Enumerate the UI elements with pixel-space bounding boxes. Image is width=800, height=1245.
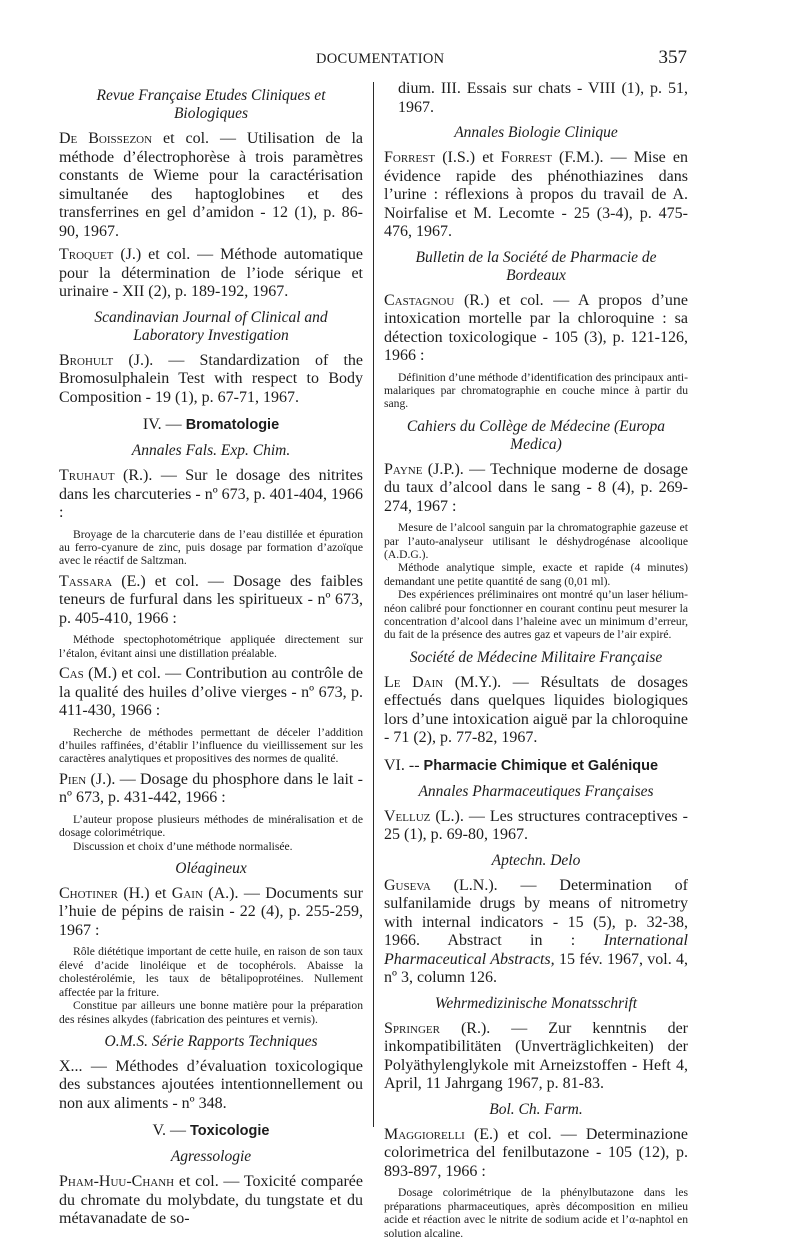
bibliography-entry: Chotiner (H.) et Gain (A.). — Documents sur l’huie de pépins de raisin - 22 (4), p. 255-259, 1967 : — [59, 884, 363, 939]
section-heading — [59, 1121, 363, 1141]
section-number: V. — — [152, 1122, 190, 1140]
bibliography-entry — [59, 665, 363, 721]
entry-text: (R.) et col. — A propos d’une intoxication mortelle par la chloroquine : sa détection toxicologique - 105 (3), p. 121-126, 1966 : — [384, 291, 688, 364]
entry-text: (L.). — Les structures contraceptives - 25 (1), p. 69-80, 1967. — [384, 807, 688, 844]
entry-text: (M.) et col. — Contribution au contrôle de la qualité des huiles d’olive vierges - nº 673, p. 411-430, 1966 : — [59, 665, 363, 720]
bibliography-entry — [384, 877, 688, 988]
bibliography-entry — [384, 674, 688, 748]
entry-abstract: Rôle diététique important de cette huile, en raison de son taux élevé d’acide linoléique et de tocophérols. Abaisse la cholestérolémie, les taux de bêtalipoprotéines. Nullement affectée par la friture. Constitue par ailleurs une bonne matière pour la préparation des résines alkydes (fabrication des peintures et vernis). — [59, 945, 363, 1026]
entry-author: Castagnou — [384, 291, 455, 309]
entry-text: et col. — Utilisation de la méthode d’électrophorèse à trois paramètres constants de Wieme pour la caractérisation simultanée des haptoglobines et des transferrines en gel d’amidon - 12 (1), p. 86-90, 1967. — [59, 130, 363, 240]
entry-text: (E.) et col. — Determinazione colorimetrica del fenilbutazone - 105 (12), p. 893-897, 1966 : — [384, 1125, 688, 1180]
journal-title: Cahiers du Collège de Médecine (Europa Medica) — [406, 417, 666, 453]
entry-author: Le Dain — [384, 673, 444, 691]
bibliography-entry — [384, 292, 688, 366]
journal-title: Wehrmedizinische Monatsschrift — [434, 994, 638, 1012]
journal-title: Annales Pharmaceutiques Françaises — [418, 782, 654, 800]
entry-author: De Boissezon — [59, 130, 153, 147]
page-header — [0, 47, 800, 71]
journal-title: Bol. Ch. Farm. — [489, 1100, 583, 1118]
journal-title: Bulletin de la Société de Pharmacie de Bordeaux — [415, 248, 657, 284]
entry-abstract: L’auteur propose plusieurs méthodes de minéralisation et de dosage colorimétrique. Discussion et choix d’une méthode normalisée. — [59, 812, 363, 853]
entry-author: Gain — [171, 884, 203, 902]
bibliography-entry — [384, 1020, 688, 1094]
entry-author: Payne — [384, 460, 423, 478]
section-number: VI. -- — [384, 756, 424, 774]
bibliography-entry — [59, 246, 363, 302]
entry-text: (R.). — Sur le dosage des nitrites dans les charcuteries - nº 673, p. 401-404, 1966 : — [59, 467, 363, 521]
bibliography-entry — [59, 352, 363, 408]
bibliography-entry — [59, 1058, 363, 1114]
running-head: DOCUMENTATION — [316, 51, 445, 67]
entry-author: Truhaut — [59, 467, 115, 484]
section-title: Toxicologie — [190, 1123, 270, 1140]
entry-abstract: Mesure de l’alcool sanguin par la chromatographie gazeuse et par l’auto-analyseur utilisant le déshydrogénase alcoolique (A.D.G.). Méthode analytique simple, exacte et rapide (4 minutes) demandant une petite quantité de sang (0,01 ml). Des expériences préliminaires ont montré qu’un laser hélium-néon calibré pour fonctionner en courant continu peut mesurer la concentration d’alcool dans l’haleine avec un minimum d’erreur, du fait de la présence des autres gaz et vapeurs de l’air expiré. — [384, 521, 688, 642]
entry-author: Brohult — [59, 351, 114, 369]
section-title: Bromatologie — [185, 417, 280, 433]
entry-abstract: Dosage colorimétrique de la phénylbutazone dans les préparations pharmaceutiques, après décomposition en milieu acide et réaction avec le nitrite de sodium acide et l’α-naphtol en solution alcaline. — [384, 1186, 688, 1240]
entry-text: X... — Méthodes d’évaluation toxicologique des substances ajoutées intentionnellement ou non aux aliments - nº 348. — [59, 1057, 363, 1112]
journal-title: Scandinavian Journal of Clinical and Laboratory Investigation — [94, 308, 328, 344]
journal-title: Annales Fals. Exp. Chim. — [131, 442, 291, 459]
entry-text: et col. — Toxicité comparée du chromate du molybdate, du tungstate et du métavanadate de so- — [59, 1173, 363, 1228]
left-column — [59, 80, 363, 1234]
journal-title: Oléagineux — [175, 859, 247, 877]
entry-text: 15 fév. 1967, vol. 4, nº 3, column 126. — [384, 950, 688, 987]
entry-author: Guseva — [384, 876, 431, 894]
entry-text: (J.). — Standardization of the Bromosulphalein Test with respect to Body Composition - 19 (1), p. 67-71, 1967. — [59, 351, 363, 406]
entry-abstract: Méthode spectophotométrique appliquée directement sur l’étalon, évitant ainsi une distillation préalable. — [59, 633, 363, 660]
entry-author: Forrest — [500, 149, 552, 166]
journal-title: Revue Française Etudes Cliniques et Biologiques — [96, 87, 326, 122]
journal-title: Annales Biologie Clinique — [454, 124, 618, 141]
bibliography-entry — [59, 467, 363, 523]
entry-author: Pien — [59, 770, 87, 788]
bibliography-entry — [384, 461, 688, 517]
entry-text: (J.). — Dosage du phosphore dans le lait - nº 673, p. 431-442, 1966 : — [59, 770, 363, 807]
bibliography-entry: Forrest (I.S.) et Forrest (F.M.). — Mise en évidence rapide des phénothiazines dans l’urine : réflexions à propos du travail de A. Noirfalise et M. Lecomte - 25 (3-4), p. 475-476, 1967. — [384, 149, 688, 240]
bibliography-entry — [59, 573, 363, 629]
section-number: IV. — — [142, 416, 186, 433]
right-column — [384, 80, 688, 1245]
journal-title: Agressologie — [170, 1148, 252, 1166]
entry-author: Troquet — [59, 246, 114, 263]
bibliography-entry — [59, 1173, 363, 1229]
entry-text: (J.P.). — Technique moderne de dosage du taux d’alcool dans le sang - 8 (4), p. 269-274, 1967 : — [384, 460, 688, 515]
entry-text: (R.). — Zur kenntnis der inkompatibilitäten (Unverträglichkeiten) der Polyäthylenglykole mit Arneizstoffen - Heft 4, April, 11 Jahrgang 1967, p. 81-83. — [384, 1019, 688, 1093]
entry-text: (L.N.). — Determination of sulfanilamide drugs by means of nitrometry with internal indicators - 15 (5), p. 32-38, 1966. Abstract in : — [384, 876, 688, 950]
bibliography-entry — [384, 808, 688, 845]
bibliography-entry — [59, 130, 363, 241]
entry-abstract: Broyage de la charcuterie dans de l’eau distillée et épuration au ferro-cyanure de zinc, puis dosage par formation d’azoïque avec le réactif de Saltzman. — [59, 527, 363, 568]
bibliography-entry — [384, 1126, 688, 1182]
column-divider — [373, 82, 374, 1127]
entry-author: Velluz — [384, 807, 431, 825]
entry-author: Forrest — [384, 149, 436, 166]
entry-author: Cas — [59, 665, 84, 683]
entry-abstract: Définition d’une méthode d’identification des principaux anti-malariques par chromatographie en couche mince à partir du sang. — [384, 370, 688, 411]
entry-text: (M.Y.). — Résultats de dosages effectués dans quelques liquides biologiques lors d’une intoxication aiguë par la chloroquine - 71 (2), p. 77-82, 1967. — [384, 673, 688, 747]
journal-title: Société de Médecine Militaire Française — [409, 648, 663, 666]
entry-text: (J.) et col. — Méthode automatique pour la détermination de l’iode sérique et urinaire - XII (2), p. 189-192, 1967. — [59, 246, 363, 300]
entry-author: Chotiner — [59, 884, 118, 902]
journal-title: O.M.S. Série Rapports Techniques — [104, 1032, 318, 1050]
entry-continuation: dium. III. Essais sur chats - VIII (1), p. 51, 1967. — [398, 80, 688, 116]
entry-journal-ref: International Pharmaceutical Abstracts, — [384, 932, 688, 968]
entry-text: (F.M.). — Mise en évidence rapide des phénothiazines dans l’urine : réflexions à propos du travail de A. Noirfalise et M. Lecomte - 25 (3-4), p. 475-476, 1967. — [384, 149, 688, 240]
entry-abstract: Recherche de méthodes permettant de déceler l’addition d’huiles raffinées, d’établir l’influence du vieillissement sur les caractères analytiques et propositives des normes de qualité. — [59, 725, 363, 766]
section-heading — [384, 756, 688, 776]
journal-title: Aptechn. Delo — [491, 851, 581, 869]
section-title: Pharmacie Chimique et Galénique — [423, 757, 659, 774]
section-heading — [59, 415, 363, 435]
entry-author: Pham-Huu-Chanh — [59, 1173, 175, 1191]
bibliography-entry — [59, 771, 363, 808]
entry-text: (E.) et col. — Dosage des faibles teneurs de furfural dans les spiritueux - nº 673, p. 405-410, 1966 : — [59, 572, 363, 627]
entry-author: Tassara — [59, 572, 113, 590]
entry-author: Springer — [384, 1019, 440, 1037]
entry-text: (A.). — Documents sur l’huie de pépins de raisin - 22 (4), p. 255-259, 1967 : — [59, 884, 363, 939]
entry-author: Maggiorelli — [384, 1125, 465, 1143]
page-number: 357 — [658, 47, 687, 68]
